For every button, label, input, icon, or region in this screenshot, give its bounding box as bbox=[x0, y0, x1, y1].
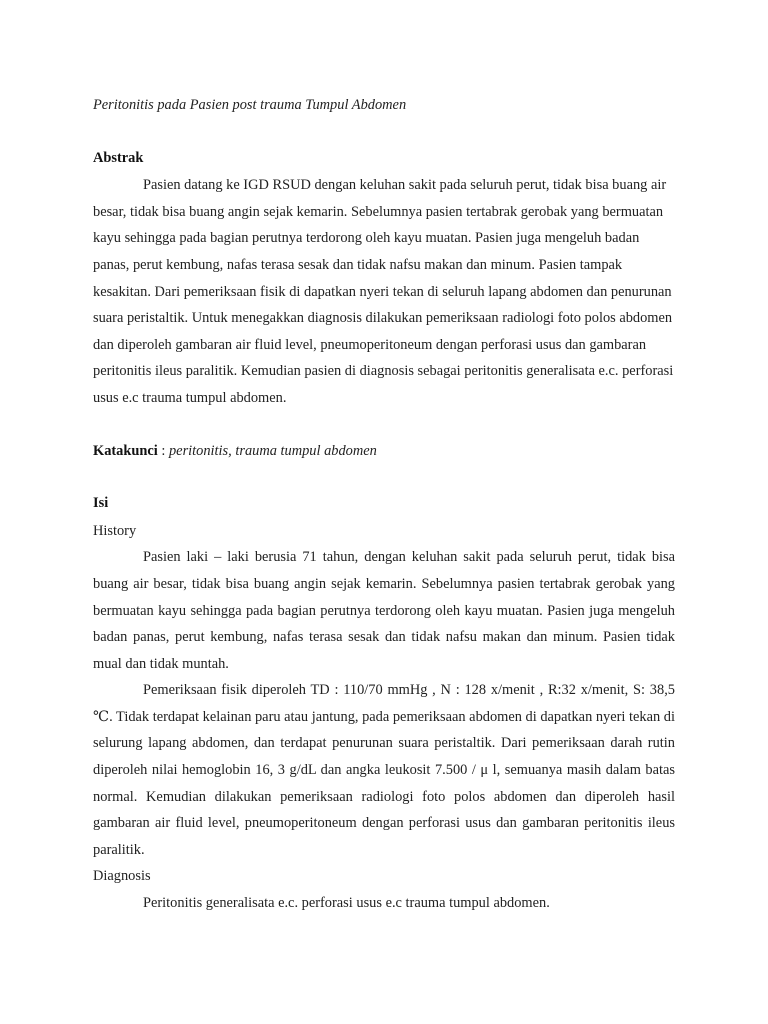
history-subheading: History bbox=[93, 522, 137, 539]
document-page bbox=[93, 92, 675, 917]
diagnosis-paragraph: Peritonitis generalisata e.c. perforasi usus e.c trauma tumpul abdomen. bbox=[143, 895, 550, 912]
history-paragraph-1: Pasien laki – laki berusia 71 tahun, dengan keluhan sakit pada seluruh perut, tidak bisa buang air besar, tidak bisa buang angin sejak kemarin. Sebelumnya pasien tertabrak gerobak yang bermuatan kayu sehingga pada bagian perutnya terdorong oleh kayu muatan. Pasien juga mengeluh badan panas, perut kembung, nafas terasa sesak dan tidak nafsu makan dan minum. Pasien tidak mual dan tidak muntah. bbox=[93, 549, 675, 672]
isi-heading: Isi bbox=[93, 495, 109, 512]
document-title: Peritonitis pada Pasien post trauma Tumpul Abdomen bbox=[93, 97, 407, 113]
keywords-line bbox=[93, 438, 675, 465]
diagnosis-subheading: Diagnosis bbox=[93, 868, 151, 885]
keywords-value: peritonitis, trauma tumpul abdomen bbox=[168, 442, 377, 459]
history-paragraph-2: Pemeriksaan fisik diperoleh TD : 110/70 mmHg , N : 128 x/menit , R:32 x/menit, S: 38,5 ℃. Tidak terdapat kelainan paru atau jantung, pada pemeriksaan abdomen di dapatkan nyeri tekan di selurung lapang abdomen, dan terdapat penurunan suara peristaltik. Dari pemeriksaan darah rutin diperoleh nilai hemoglobin 16, 3 g/dL dan angka leukosit 7.500 / μ l, semuanya masih dalam batas normal. Kemudian dilakukan pemeriksaan radiologi foto polos abdomen dan diperoleh hasil gambaran air fluid level, pneumoperitoneum dengan perforasi usus dan gambaran peritonitis ileus paralitik. bbox=[93, 682, 675, 858]
keywords-separator: : bbox=[157, 442, 169, 459]
keywords-label: Katakunci bbox=[93, 442, 158, 459]
abstract-heading: Abstrak bbox=[93, 149, 144, 166]
abstract-paragraph: Pasien datang ke IGD RSUD dengan keluhan sakit pada seluruh perut, tidak bisa buang air besar, tidak bisa buang angin sejak kemarin. Sebelumnya pasien tertabrak gerobak yang bermuatan kayu sehingga pada bagian perutnya terdorong oleh kayu muatan. Pasien juga mengeluh badan panas, perut kembung, nafas terasa sesak dan tidak nafsu makan dan minum. Pasien tampak kesakitan. Dari pemeriksaan fisik di dapatkan nyeri tekan di seluruh lapang abdomen dan penurunan suara peristaltik. Untuk menegakkan diagnosis dilakukan pemeriksaan radiologi foto polos abdomen dan diperoleh gambaran air fluid level, pneumoperitoneum dengan perforasi usus dan gambaran peritonitis ileus paralitik. Kemudian pasien di diagnosis sebagai peritonitis generalisata e.c. perforasi usus e.c trauma tumpul abdomen. bbox=[93, 177, 674, 406]
